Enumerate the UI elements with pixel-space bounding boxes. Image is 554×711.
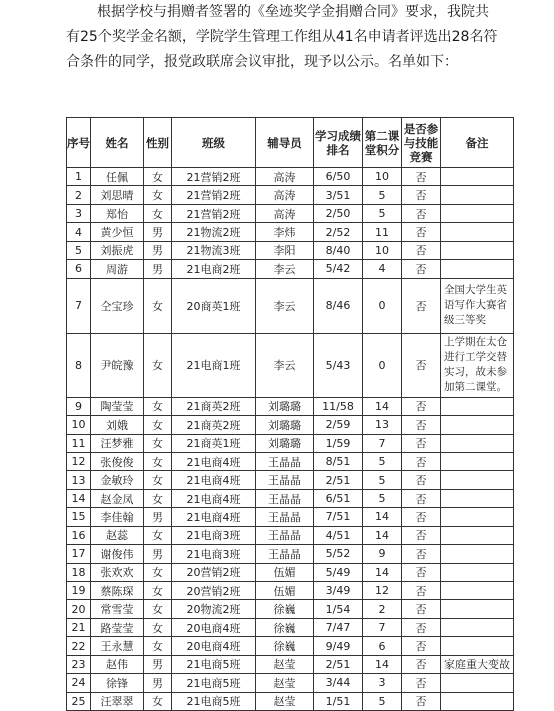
cell-counselor: 伍媚 [256,582,314,600]
cell-class: 21营销2班 [172,204,256,222]
cell-gender: 女 [144,204,172,222]
cell-class: 21电商4班 [172,489,256,507]
cell-class: 21电商1班 [172,333,256,397]
cell-note [441,637,514,655]
cell-name: 刘思晴 [91,186,144,204]
cell-note [441,545,514,563]
cell-skill-contest: 否 [402,563,441,581]
cell-grade-rank: 5/42 [314,260,363,278]
cell-second-classroom: 0 [363,333,402,397]
cell-gender: 男 [144,508,172,526]
cell-skill-contest: 否 [402,204,441,222]
cell-counselor: 高涛 [256,204,314,222]
cell-seq: 24 [67,674,91,692]
cell-grade-rank: 9/49 [314,637,363,655]
cell-class: 20物流2班 [172,600,256,618]
cell-second-classroom: 5 [363,471,402,489]
cell-note [441,526,514,544]
cell-name: 张俊俊 [91,452,144,470]
cell-note [441,397,514,415]
cell-grade-rank: 2/52 [314,223,363,241]
cell-class: 21商英2班 [172,416,256,434]
cell-grade-rank: 3/49 [314,582,363,600]
cell-counselor: 刘璐璐 [256,397,314,415]
cell-second-classroom: 3 [363,674,402,692]
cell-name: 郑怡 [91,204,144,222]
cell-skill-contest: 否 [402,489,441,507]
cell-note [441,563,514,581]
cell-grade-rank: 8/51 [314,452,363,470]
cell-name: 周游 [91,260,144,278]
table-row [67,278,514,333]
cell-gender: 女 [144,563,172,581]
cell-second-classroom: 6 [363,637,402,655]
announcement-intro [66,0,506,75]
table-row [67,526,514,544]
cell-gender: 女 [144,397,172,415]
cell-name: 常雪莹 [91,600,144,618]
cell-note [441,674,514,692]
cell-grade-rank: 7/47 [314,618,363,636]
cell-skill-contest: 否 [402,655,441,673]
cell-gender: 女 [144,489,172,507]
cell-seq: 6 [67,260,91,278]
cell-name: 谢俊伟 [91,545,144,563]
cell-seq: 1 [67,168,91,186]
cell-gender: 女 [144,416,172,434]
header-skill-contest: 是否参与技能竞赛 [402,118,441,168]
cell-gender: 女 [144,526,172,544]
cell-gender: 女 [144,186,172,204]
cell-counselor: 李云 [256,333,314,397]
cell-second-classroom: 14 [363,655,402,673]
cell-second-classroom: 12 [363,582,402,600]
cell-second-classroom: 5 [363,692,402,710]
cell-skill-contest: 否 [402,168,441,186]
cell-gender: 女 [144,582,172,600]
cell-note [441,582,514,600]
cell-seq: 9 [67,397,91,415]
cell-skill-contest: 否 [402,223,441,241]
cell-name: 陶莹莹 [91,397,144,415]
cell-second-classroom: 10 [363,241,402,259]
cell-class: 21电商4班 [172,508,256,526]
cell-gender: 女 [144,637,172,655]
cell-name: 张欢欢 [91,563,144,581]
cell-counselor: 王晶晶 [256,545,314,563]
cell-class: 21电商4班 [172,452,256,470]
cell-counselor: 王晶晶 [256,508,314,526]
cell-second-classroom: 14 [363,397,402,415]
cell-name: 赵蕊 [91,526,144,544]
cell-class: 21电商4班 [172,471,256,489]
table-row [67,186,514,204]
cell-counselor: 王晶晶 [256,526,314,544]
cell-seq: 5 [67,241,91,259]
table-row [67,434,514,452]
cell-grade-rank: 1/59 [314,434,363,452]
cell-note [441,600,514,618]
header-seq: 序号 [67,118,91,168]
cell-skill-contest: 否 [402,333,441,397]
cell-name: 赵伟 [91,655,144,673]
cell-name: 汪翠翠 [91,692,144,710]
table-row [67,416,514,434]
cell-note [441,692,514,710]
cell-second-classroom: 11 [363,223,402,241]
cell-skill-contest: 否 [402,600,441,618]
cell-name: 赵金凤 [91,489,144,507]
cell-gender: 女 [144,333,172,397]
table-row [67,692,514,710]
cell-counselor: 刘璐璐 [256,434,314,452]
cell-seq: 8 [67,333,91,397]
cell-class: 20营销2班 [172,582,256,600]
cell-gender: 男 [144,223,172,241]
cell-note [441,618,514,636]
cell-name: 路莹莹 [91,618,144,636]
cell-skill-contest: 否 [402,452,441,470]
cell-class: 21商英1班 [172,434,256,452]
cell-second-classroom: 9 [363,545,402,563]
table-row [67,471,514,489]
cell-grade-rank: 7/51 [314,508,363,526]
cell-skill-contest: 否 [402,545,441,563]
table-row [67,545,514,563]
cell-grade-rank: 2/51 [314,655,363,673]
cell-skill-contest: 否 [402,434,441,452]
table-row [67,333,514,397]
cell-skill-contest: 否 [402,582,441,600]
cell-seq: 18 [67,563,91,581]
cell-counselor: 王晶晶 [256,489,314,507]
cell-grade-rank: 5/43 [314,333,363,397]
cell-second-classroom: 14 [363,508,402,526]
cell-gender: 男 [144,655,172,673]
cell-second-classroom: 4 [363,260,402,278]
cell-gender: 男 [144,241,172,259]
cell-gender: 女 [144,278,172,333]
cell-class: 21物流3班 [172,241,256,259]
cell-gender: 女 [144,452,172,470]
cell-skill-contest: 否 [402,278,441,333]
header-class: 班级 [172,118,256,168]
intro-line-3: 合条件的同学，报党政联席会议审批，现予以公示。名单如下： [66,54,458,70]
cell-gender: 女 [144,168,172,186]
table-row [67,452,514,470]
cell-grade-rank: 2/51 [314,471,363,489]
header-counselor: 辅导员 [256,118,314,168]
cell-second-classroom: 10 [363,168,402,186]
header-name: 姓名 [91,118,144,168]
scholarship-list-table [66,117,514,711]
cell-seq: 16 [67,526,91,544]
cell-skill-contest: 否 [402,186,441,204]
cell-class: 20营销2班 [172,563,256,581]
cell-second-classroom: 5 [363,186,402,204]
cell-counselor: 刘璐璐 [256,416,314,434]
cell-class: 21电商5班 [172,655,256,673]
cell-note [441,223,514,241]
cell-note [441,260,514,278]
cell-second-classroom: 5 [363,489,402,507]
cell-class: 21商英2班 [172,397,256,415]
table-row [67,674,514,692]
cell-seq: 11 [67,434,91,452]
cell-counselor: 赵莹 [256,674,314,692]
cell-seq: 20 [67,600,91,618]
cell-seq: 12 [67,452,91,470]
cell-second-classroom: 5 [363,452,402,470]
table-row [67,508,514,526]
cell-class: 21电商3班 [172,526,256,544]
cell-gender: 男 [144,260,172,278]
cell-name: 尹皖豫 [91,333,144,397]
cell-seq: 17 [67,545,91,563]
cell-second-classroom: 5 [363,204,402,222]
cell-note [441,186,514,204]
cell-grade-rank: 5/49 [314,563,363,581]
cell-skill-contest: 否 [402,618,441,636]
cell-grade-rank: 6/51 [314,489,363,507]
cell-name: 蔡陈琛 [91,582,144,600]
cell-counselor: 徐巍 [256,600,314,618]
cell-note [441,471,514,489]
cell-grade-rank: 3/44 [314,674,363,692]
cell-counselor: 李炜 [256,223,314,241]
cell-skill-contest: 否 [402,471,441,489]
cell-grade-rank: 4/51 [314,526,363,544]
cell-seq: 22 [67,637,91,655]
cell-counselor: 高涛 [256,168,314,186]
cell-class: 21电商3班 [172,545,256,563]
cell-skill-contest: 否 [402,397,441,415]
cell-counselor: 李云 [256,260,314,278]
cell-class: 21电商2班 [172,260,256,278]
cell-gender: 女 [144,471,172,489]
cell-name: 黄少恒 [91,223,144,241]
table-row [67,168,514,186]
cell-name: 徐锋 [91,674,144,692]
cell-seq: 2 [67,186,91,204]
cell-skill-contest: 否 [402,260,441,278]
cell-name: 仝宝珍 [91,278,144,333]
cell-second-classroom: 13 [363,416,402,434]
cell-gender: 男 [144,545,172,563]
cell-grade-rank: 5/52 [314,545,363,563]
header-note: 备注 [441,118,514,168]
cell-note [441,434,514,452]
table-row [67,655,514,673]
cell-skill-contest: 否 [402,637,441,655]
cell-grade-rank: 3/51 [314,186,363,204]
cell-counselor: 李云 [256,278,314,333]
cell-counselor: 赵莹 [256,655,314,673]
cell-name: 汪梦雅 [91,434,144,452]
cell-gender: 女 [144,692,172,710]
cell-second-classroom: 14 [363,526,402,544]
table-header-row [67,118,514,168]
cell-name: 金敏玲 [91,471,144,489]
table-row [67,563,514,581]
intro-line-2: 有25个奖学金名额，学院学生管理工作组从41名申请者评选出28名符 [66,29,498,45]
cell-gender: 男 [144,674,172,692]
cell-counselor: 王晶晶 [256,452,314,470]
cell-grade-rank: 8/46 [314,278,363,333]
cell-note [441,416,514,434]
cell-counselor: 赵莹 [256,692,314,710]
cell-class: 20电商4班 [172,618,256,636]
cell-class: 21营销2班 [172,186,256,204]
cell-class: 21营销2班 [172,168,256,186]
table-row [67,582,514,600]
table-row [67,241,514,259]
cell-seq: 23 [67,655,91,673]
cell-class: 20电商4班 [172,637,256,655]
cell-seq: 25 [67,692,91,710]
cell-seq: 21 [67,618,91,636]
table-row [67,223,514,241]
cell-grade-rank: 6/50 [314,168,363,186]
cell-seq: 13 [67,471,91,489]
table-row [67,618,514,636]
cell-seq: 3 [67,204,91,222]
cell-class: 20商英1班 [172,278,256,333]
header-grade-rank: 学习成绩排名 [314,118,363,168]
cell-counselor: 李阳 [256,241,314,259]
cell-second-classroom: 0 [363,278,402,333]
table-row [67,637,514,655]
cell-note: 全国大学生英语写作大赛省级三等奖 [441,278,514,333]
table-row [67,260,514,278]
header-gender: 性别 [144,118,172,168]
table-row [67,397,514,415]
cell-grade-rank: 1/51 [314,692,363,710]
cell-second-classroom: 14 [363,563,402,581]
cell-second-classroom: 7 [363,434,402,452]
cell-grade-rank: 8/40 [314,241,363,259]
cell-note [441,452,514,470]
cell-gender: 女 [144,618,172,636]
table-body [67,168,514,711]
cell-second-classroom: 2 [363,600,402,618]
cell-note: 上学期在太仓进行工学交替实习，故未参加第二课堂。 [441,333,514,397]
cell-gender: 女 [144,434,172,452]
cell-note [441,508,514,526]
cell-grade-rank: 2/50 [314,204,363,222]
cell-counselor: 高涛 [256,186,314,204]
cell-name: 李佳翰 [91,508,144,526]
cell-note [441,489,514,507]
cell-grade-rank: 11/58 [314,397,363,415]
cell-seq: 15 [67,508,91,526]
cell-counselor: 王晶晶 [256,471,314,489]
cell-skill-contest: 否 [402,674,441,692]
cell-skill-contest: 否 [402,416,441,434]
cell-counselor: 徐巍 [256,618,314,636]
cell-name: 王永慧 [91,637,144,655]
cell-skill-contest: 否 [402,692,441,710]
cell-seq: 14 [67,489,91,507]
cell-seq: 19 [67,582,91,600]
cell-skill-contest: 否 [402,241,441,259]
cell-name: 刘娥 [91,416,144,434]
cell-seq: 4 [67,223,91,241]
cell-note [441,241,514,259]
cell-gender: 女 [144,600,172,618]
cell-grade-rank: 2/59 [314,416,363,434]
table-row [67,600,514,618]
cell-seq: 10 [67,416,91,434]
cell-note: 家庭重大变故 [441,655,514,673]
cell-note [441,204,514,222]
cell-class: 21电商5班 [172,692,256,710]
cell-note [441,168,514,186]
cell-skill-contest: 否 [402,526,441,544]
cell-class: 21物流2班 [172,223,256,241]
table-row [67,204,514,222]
cell-seq: 7 [67,278,91,333]
cell-name: 刘振虎 [91,241,144,259]
cell-grade-rank: 1/54 [314,600,363,618]
table-row [67,489,514,507]
cell-counselor: 徐巍 [256,637,314,655]
cell-second-classroom: 7 [363,618,402,636]
cell-counselor: 伍媚 [256,563,314,581]
cell-name: 任佩 [91,168,144,186]
cell-skill-contest: 否 [402,508,441,526]
cell-class: 21电商5班 [172,674,256,692]
header-second-classroom: 第二课堂积分 [363,118,402,168]
intro-line-1: 根据学校与捐赠者签署的《垒迹奖学金捐赠合同》要求，我院共 [97,4,489,20]
